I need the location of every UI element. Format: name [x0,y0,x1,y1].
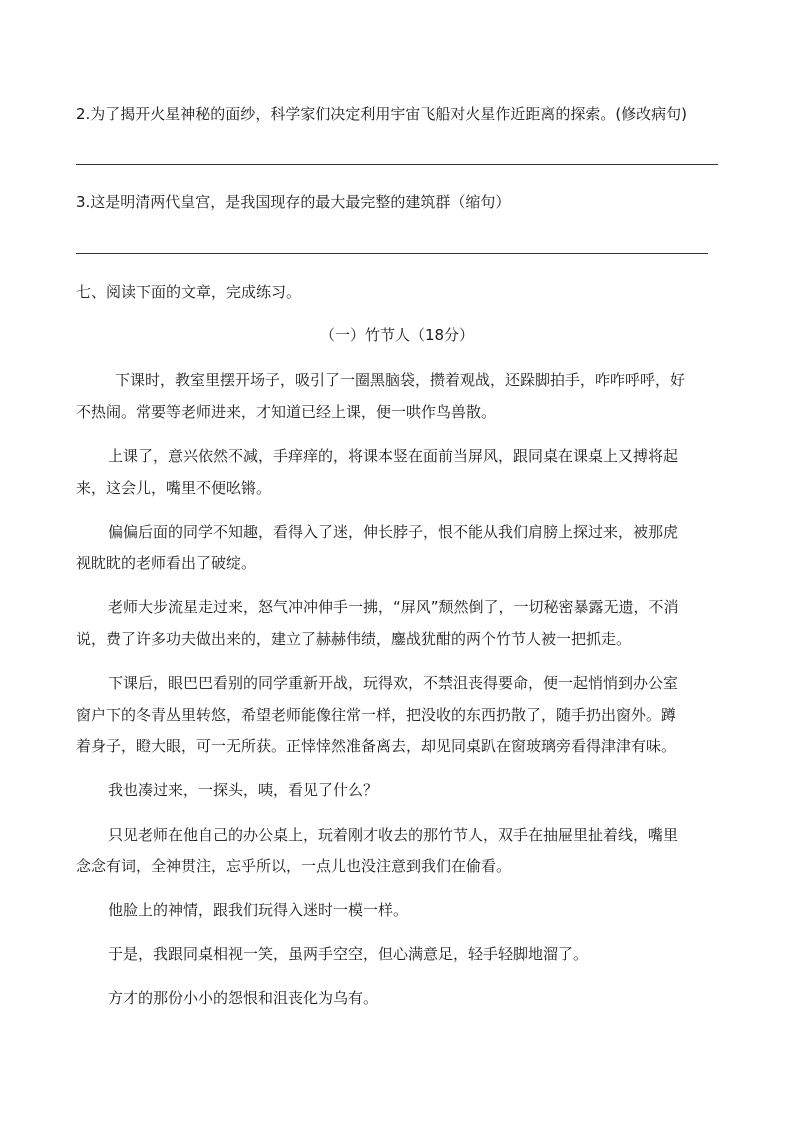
question-3: 3.这是明清两代皇宫，是我国现存的最大最完整的建筑群（缩句） [76,193,511,211]
paragraph-line: 只见老师在他自己的办公桌上，玩着刚才收去的那竹节人，双手在抽屉里扯着线，嘴里 [108,826,679,844]
paragraph-line: 念念有词，全神贯注，忘乎所以，一点儿也没注意到我们在偷看。 [76,857,512,875]
paragraph-line: 视眈眈的老师看出了破绽。 [76,554,257,572]
article-title: （一）竹节人（18分） [319,326,475,344]
paragraph-line: 下课时，教室里摆开场子，吸引了一圈黑脑袋，攒着观战，还跺脚拍手，咋咋呼呼，好 [115,371,686,389]
paragraph-line: 老师大步流星走过来，怒气冲冲伸手一拂，“屏风”颓然倒了，一切秘密暴露无遗，不消 [108,598,679,616]
paragraph-line: 说，费了许多功夫做出来的，建立了赫赫伟绩，鏖战犹酣的两个竹节人被一把抓走。 [76,630,632,648]
paragraph-line: 不热闹。常要等老师进来，才知道已经上课，便一哄作鸟兽散。 [76,403,497,421]
answer-line-2 [76,164,718,165]
paragraph-line: 方才的那份小小的怨恨和沮丧化为乌有。 [108,989,379,1007]
paragraph-line: 于是，我跟同桌相视一笑，虽两手空空，但心满意足，轻手轻脚地溜了。 [108,945,589,963]
paragraph-line: 窗户下的冬青丛里转悠，希望老师能像往常一样，把没收的东西扔散了，随手扔出窗外。蹲 [76,706,677,724]
section-heading: 七、阅读下面的文章，完成练习。 [76,283,302,301]
paragraph-line: 来，这会儿，嘴里不便吆锵。 [76,479,272,497]
paragraph-line: 下课后，眼巴巴看别的同学重新开战，玩得欢，不禁沮丧得要命，便一起悄悄到办公室 [108,674,679,692]
paragraph-line: 我也凑过来，一探头，咦，看见了什么？ [108,781,379,799]
paragraph-line: 着身子，瞪大眼，可一无所获。正悻悻然准备离去，却见同桌趴在窗玻璃旁看得津津有味。 [76,737,677,755]
answer-line-3 [76,253,708,254]
paragraph-line: 偏偏后面的同学不知趣，看得入了迷，伸长脖子，恨不能从我们肩膀上探过来，被那虎 [108,523,679,541]
paragraph-line: 他脸上的神情，跟我们玩得入迷时一模一样。 [108,901,409,919]
question-2: 2.为了揭开火星神秘的面纱，科学家们决定利用宇宙飞船对火星作近距离的探索。(修改病句) [76,105,688,123]
paragraph-line: 上课了，意兴依然不减，手痒痒的，将课本竖在面前当屏风，跟同桌在课桌上又搏将起 [108,447,679,465]
